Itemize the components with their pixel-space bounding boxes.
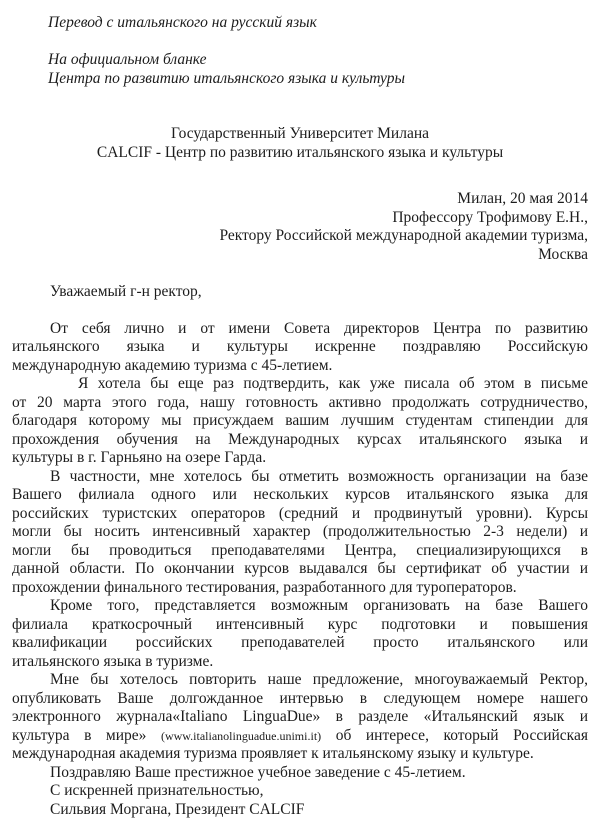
- body-line: Вашего филиала одного или нескольких курсов итальянского языка для: [12, 486, 588, 503]
- body-line: культуры в г. Гарньяно на озере Гарда.: [12, 449, 267, 466]
- body-line: опубликовать Ваше долгожданное интервью в следующем номере нашего: [12, 689, 588, 707]
- journal-url-text: (www.italianolinguadue.unimi.it): [160, 728, 322, 743]
- letterhead-center-name: CALCIF - Центр по развитию итальянского языка и культуры: [96, 143, 504, 161]
- paragraph-cooperation: [12, 375, 588, 468]
- recipient-addressee: Профессору Трофимову Е.Н.,: [392, 208, 588, 226]
- body-line: итальянского языка и культуры искренне поздравляю Российскую: [12, 338, 588, 355]
- body-line: международная академия туризма проявляет к итальянскому языку и культуре.: [12, 745, 534, 762]
- body-line: Кроме того, представляется возможным организовать на базе Вашего: [50, 597, 588, 614]
- body-line: от 20 марта этого года, нашу готовность активно продолжать сотрудничество,: [12, 393, 588, 411]
- salutation: Уважаемый г-н ректор,: [50, 282, 202, 300]
- paragraph-congratulations: [12, 320, 588, 376]
- recipient-place-date: Милан, 20 мая 2014: [457, 190, 588, 207]
- body-line: Сильвия Моргана, Президент CALCIF: [50, 800, 305, 818]
- paragraph-interview-proposal: [12, 671, 588, 764]
- paragraph-signature: [12, 801, 588, 820]
- line-segment: об интересе, который Российская: [321, 726, 588, 744]
- body-line: Поздравляю Ваше престижное учебное заведение с 45-летием.: [50, 763, 466, 781]
- body-line: В частности, мне хотелось бы отметить возможность организации на базе: [50, 467, 588, 485]
- body-line: электронного журнала«Italiano LinguaDue» в разделе «Итальянский язык и: [12, 708, 588, 725]
- recipient-city: Москва: [538, 245, 588, 263]
- translator-note-line-3: Центра по развитию итальянского языка и культуры: [48, 69, 405, 87]
- body-line: квалификации российских преподавателей просто итальянского или: [12, 634, 588, 651]
- body-line: С искренней признательностью,: [50, 782, 264, 799]
- recipient-addressee-title: Ректору Российской международной академии туризма,: [219, 227, 588, 244]
- paragraph-valediction: [12, 782, 588, 801]
- body-line: прохождения обучения на Международных курсах итальянского языка и: [12, 430, 588, 448]
- body-line: данной области. По окончании курсов выдавался бы сертификат об участии и: [12, 560, 588, 577]
- body-line: могли бы носить интенсивный характер (продолжительностью 2-3 недели) и: [12, 523, 588, 540]
- letterhead-organization: Государственный Университет Милана: [170, 125, 430, 142]
- paragraph-final-congratulation: [12, 764, 588, 783]
- line-segment: культура в мире»: [12, 726, 161, 744]
- recipient-block: [12, 190, 588, 264]
- paragraph-courses-proposal: [12, 468, 588, 598]
- body-line: [12, 727, 588, 746]
- body-line: могли бы проводиться преподавателями Центра, специализирующихся в: [12, 541, 588, 559]
- body-line: итальянского языка в туризме.: [12, 652, 214, 670]
- translator-note: [48, 14, 588, 88]
- body-line: От себя лично и от имени Совета директоров Центра по развитию: [50, 319, 588, 337]
- body-line: благодаря которому мы присуждаем вашим лучшим студентам стипендии для: [12, 412, 588, 429]
- translator-note-line-1: Перевод с итальянского на русский язык: [48, 14, 317, 31]
- translator-note-line-2: На официальном бланке: [48, 51, 207, 68]
- letter-body: [12, 320, 588, 820]
- body-line: российских туристских операторов (средний и продвинутый уровни). Курсы: [12, 504, 588, 522]
- body-line: Я хотела бы еще раз подтвердить, как уже писала об этом в письме: [78, 375, 588, 392]
- body-line: филиала краткосрочный интенсивный курс подготовки и повышения: [12, 615, 588, 633]
- paragraph-teacher-training: [12, 597, 588, 671]
- letterhead: [12, 125, 588, 162]
- body-line: прохождении финального тестирования, разработанного для туроператоров.: [12, 578, 517, 596]
- body-line: Мне бы хотелось повторить наше предложение, многоуважаемый Ректор,: [50, 671, 588, 688]
- body-line: международную академию туризма с 45-летием.: [12, 356, 333, 374]
